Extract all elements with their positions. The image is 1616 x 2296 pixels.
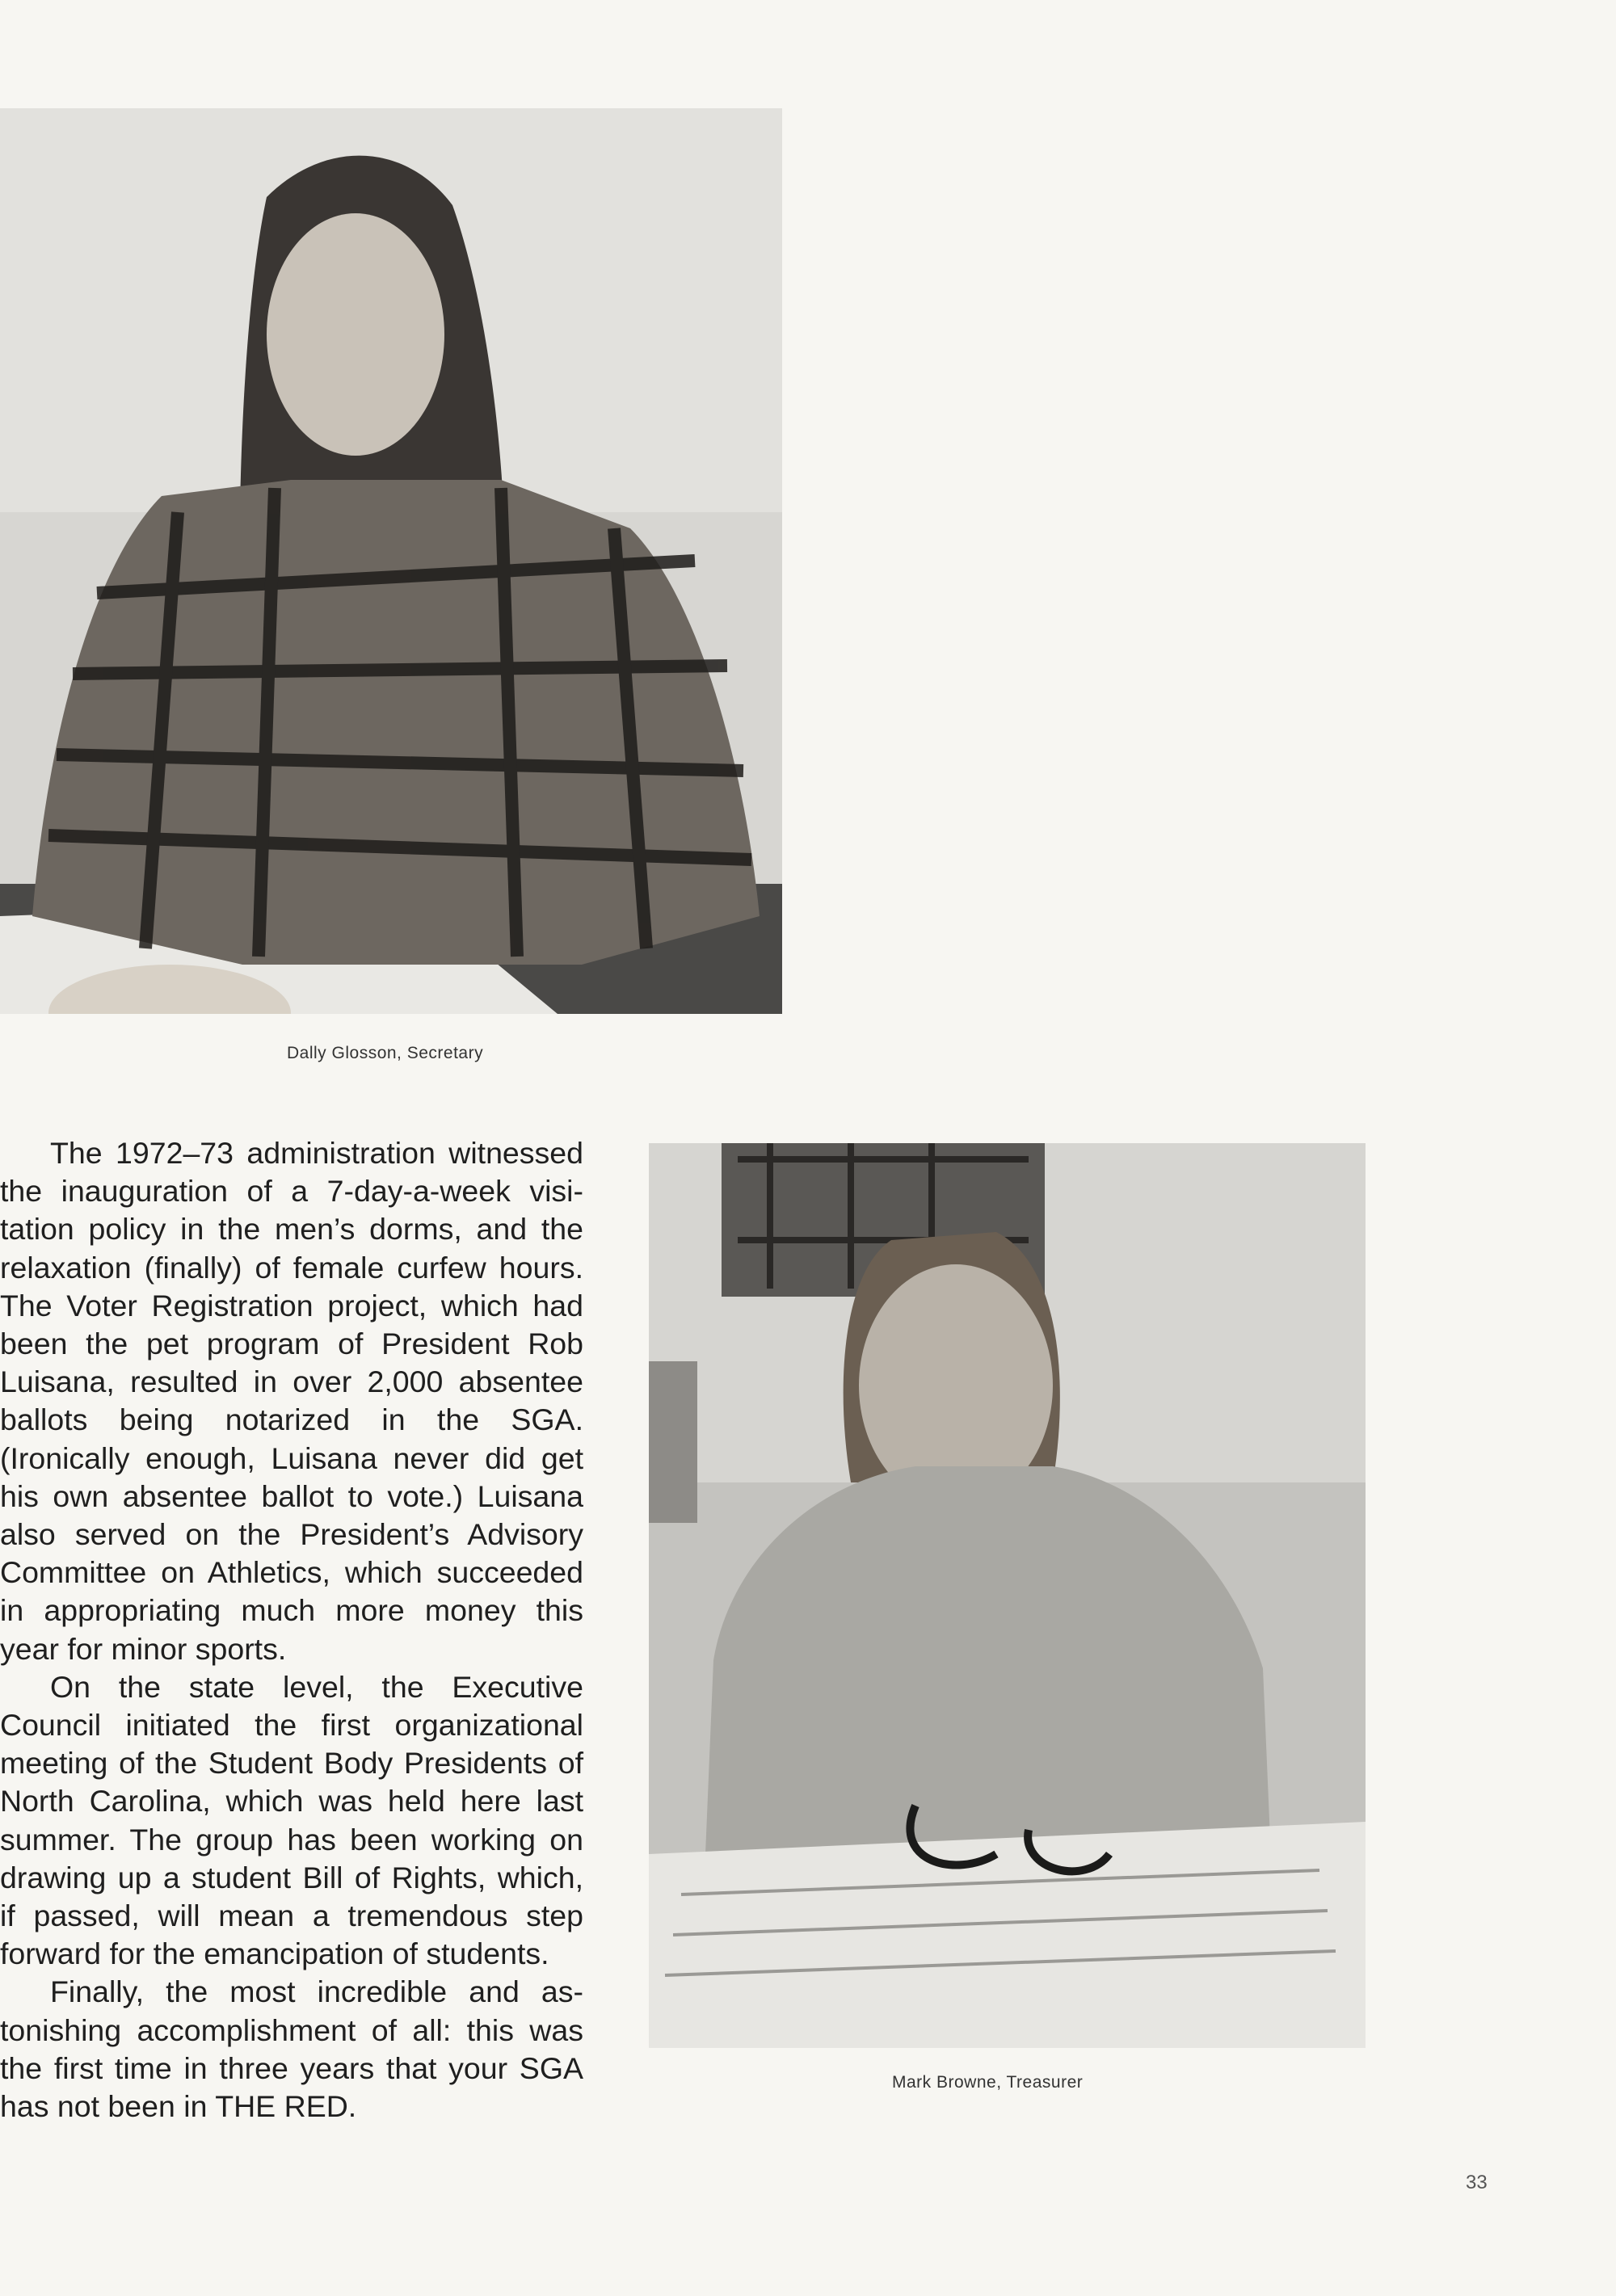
secretary-photo-image bbox=[0, 108, 782, 1014]
secretary-photo bbox=[0, 108, 782, 1014]
article-paragraph: On the state level, the Executive Council initiated the first organizational meeting of the Student Body Presidents of North Carolina, which was held here last summer. The group has been working on drawing up a student Bill of Rights, which, if passed, will mean a tremendous step forward for the emancipation of students. bbox=[0, 1669, 583, 1971]
secretary-caption: Dally Glosson, Secretary bbox=[287, 1044, 484, 1062]
treasurer-caption: Mark Browne, Treasurer bbox=[892, 2073, 1084, 2092]
article-paragraph: The 1972–73 administration witnessed the inauguration of a 7-day-a-week visitation policy in the men’s dorms, and the relaxation (finally) of female curfew hours. The Voter Registration project, which had been the pet program of President Rob Luisana, resulted in over 2,000 absentee ballots being notarized in the SGA. (Ironically enough, Luisana never did get his own absentee ballot to vote.) Luisana also served on the President’s Advisory Committee on Athletics, which succeeded in appropriating much more money this year for minor sports. bbox=[0, 1136, 583, 1666]
article-paragraph: Finally, the most incredible and astonishing accomplishment of all: this was the first time in three years that your SGA has not been in THE RED. bbox=[0, 1974, 583, 2124]
treasurer-photo bbox=[649, 1143, 1366, 2048]
article-text bbox=[0, 1134, 583, 2126]
page-number: 33 bbox=[1466, 2172, 1488, 2193]
treasurer-photo-image bbox=[649, 1143, 1366, 2048]
